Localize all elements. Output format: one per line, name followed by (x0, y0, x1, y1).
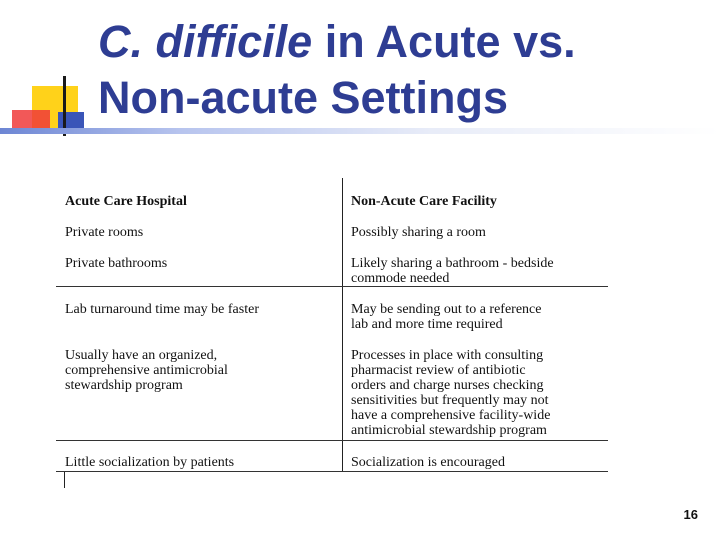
row5-acute: Little socialization by patients (65, 455, 235, 470)
row1-non-acute: Possibly sharing a room (351, 225, 486, 240)
header-non-acute-care: Non-Acute Care Facility (351, 194, 497, 209)
row4-non-acute: Processes in place with consulting pharmacist review of antibiotic orders and charge nurses checking sensitivities but frequently may not have a comprehensive facility-wide antimicrobial stewardship program (351, 348, 551, 438)
header-acute-care: Acute Care Hospital (65, 194, 187, 209)
column-divider (342, 178, 343, 472)
row2-acute: Private bathrooms (65, 256, 168, 271)
row4-acute: Usually have an organized, comprehensive antimicrobial stewardship program (65, 348, 228, 393)
page-number: 16 (683, 507, 698, 522)
title-line1-rest: in Acute vs. (312, 16, 576, 67)
title-italic: C. difficile (98, 16, 313, 67)
row5-non-acute: Socialization is encouraged (351, 455, 505, 470)
row2-non-acute: Likely sharing a bathroom - bedside commode needed (351, 256, 554, 286)
row-separator (56, 440, 608, 441)
row3-acute: Lab turnaround time may be faster (65, 302, 259, 317)
table-bottom-line (56, 471, 608, 472)
title-underline (0, 128, 720, 134)
decor-bottom-tick (64, 472, 65, 488)
row3-non-acute: May be sending out to a reference lab and more time required (351, 302, 542, 332)
decor-vertical-line (63, 76, 66, 136)
row1-acute: Private rooms (65, 225, 144, 240)
title-line2: Non-acute Settings (98, 72, 509, 123)
row-separator (56, 286, 608, 287)
slide-title (98, 14, 698, 126)
comparison-table (56, 178, 608, 472)
